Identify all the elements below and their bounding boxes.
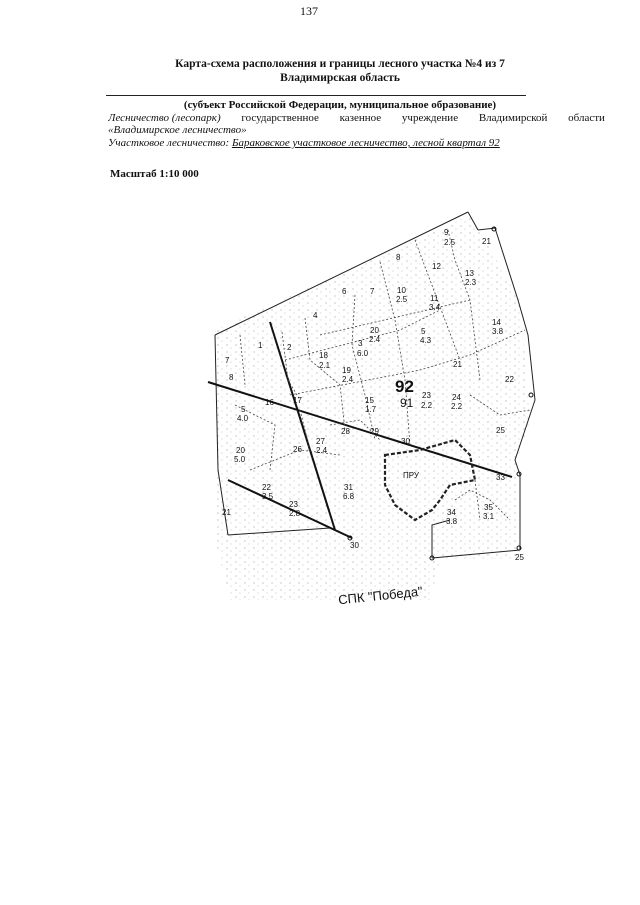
- vydel-number: 18: [319, 351, 328, 360]
- district-value: Бараковское участковое лесничество, лесной квартал 92: [231, 137, 500, 149]
- vydel-area: 5.0: [234, 455, 246, 464]
- vydel-number: 35: [484, 503, 493, 512]
- forestry-word: Владимирской: [478, 112, 548, 124]
- vydel-number: 4: [313, 311, 318, 320]
- forestry-word: учреждение: [401, 112, 459, 124]
- vydel-area: 1.7: [365, 405, 377, 414]
- quarter-number: 91: [400, 396, 414, 410]
- vydel-number: 22: [505, 375, 514, 384]
- vydel-area: 4.3: [420, 336, 432, 345]
- vydel-number: 1: [258, 341, 263, 350]
- vydel-number: 8: [396, 253, 401, 262]
- vydel-number: 28: [341, 427, 350, 436]
- vydel-number: 33: [496, 473, 505, 482]
- vydel-number: 12: [432, 262, 441, 271]
- plot-label: ПРУ: [403, 471, 419, 480]
- vydel-area: 4.0: [237, 414, 249, 423]
- vydel-area: 3.1: [483, 512, 495, 521]
- region-name: Владимирская область: [280, 72, 400, 84]
- vydel-area: 3.5: [262, 492, 274, 501]
- vydel-area: 2.4: [342, 375, 354, 384]
- page-number: 137: [300, 4, 318, 18]
- neighbor-label: СПК "Победа": [337, 583, 424, 608]
- vydel-area: 3.8: [492, 327, 504, 336]
- subject-caption: (субъект Российской Федерации, муниципальное образование): [183, 99, 497, 111]
- vydel-number: 20: [370, 326, 379, 335]
- vydel-number: 3: [358, 339, 363, 348]
- forestry-word: области: [568, 112, 605, 124]
- vydel-area: 2.5: [444, 238, 456, 247]
- vydel-area: 2.5: [396, 295, 408, 304]
- vydel-number: 8: [229, 373, 234, 382]
- forestry-word: государственное: [241, 112, 319, 124]
- vydel-number: 24: [452, 393, 461, 402]
- vydel-number: 21: [453, 360, 462, 369]
- vydel-number: 27: [316, 437, 325, 446]
- quarter-number: 92: [395, 377, 414, 396]
- vydel-area: 2.2: [421, 401, 433, 410]
- vydel-number: 20: [236, 446, 245, 455]
- vydel-number: 11: [430, 294, 439, 303]
- point-number: 30: [350, 541, 359, 550]
- forestry-name: «Владимирское лесничество»: [108, 124, 247, 136]
- corner-point: [529, 393, 533, 397]
- vydel-area: 2.2: [451, 402, 463, 411]
- vydel-area: 2.3: [465, 278, 477, 287]
- vydel-number: 21: [222, 508, 231, 517]
- vydel-number: 26: [293, 445, 302, 454]
- vydel-number: 6: [342, 287, 347, 296]
- vydel-number: 16: [265, 398, 274, 407]
- district-label: Участковое лесничество:: [108, 137, 230, 149]
- map-scale: Масштаб 1:10 000: [110, 168, 199, 180]
- vydel-number: 2: [287, 343, 292, 352]
- vydel-number: 34: [447, 508, 456, 517]
- vydel-number: 31: [344, 483, 353, 492]
- vydel-number: 25: [496, 426, 505, 435]
- vydel-number: 22: [262, 483, 271, 492]
- vydel-area: 2.4: [316, 446, 328, 455]
- vydel-area: 6.8: [343, 492, 355, 501]
- point-number: 25: [515, 553, 524, 562]
- point-number: 21: [482, 237, 491, 246]
- vydel-number: 9: [444, 228, 449, 237]
- vydel-number: 23: [289, 500, 298, 509]
- vydel-area: 2.8: [289, 509, 301, 518]
- vydel-number: 14: [492, 318, 501, 327]
- vydel-number: 29: [370, 427, 379, 436]
- vydel-area: 3.8: [446, 517, 458, 526]
- vydel-number: 13: [465, 269, 474, 278]
- vydel-area: 2.4: [369, 335, 381, 344]
- forestry-word: казенное: [339, 112, 382, 124]
- vydel-area: 3.4: [429, 303, 441, 312]
- vydel-number: 23: [422, 391, 431, 400]
- vydel-number: 5: [241, 405, 246, 414]
- vydel-number: 7: [370, 287, 375, 296]
- vydel-area: 2.1: [319, 361, 331, 370]
- vydel-area: 6.0: [357, 349, 369, 358]
- vydel-number: 17: [293, 396, 302, 405]
- vydel-number: 30: [401, 437, 410, 446]
- vydel-number: 10: [397, 286, 406, 295]
- vydel-number: 7: [225, 356, 230, 365]
- forestry-label: Лесничество (лесопарк): [108, 112, 221, 124]
- vydel-number: 19: [342, 366, 351, 375]
- vydel-number: 5: [421, 327, 426, 336]
- vydel-number: 15: [365, 396, 374, 405]
- page-title: Карта-схема расположения и границы лесного участка №4 из 7: [175, 58, 505, 70]
